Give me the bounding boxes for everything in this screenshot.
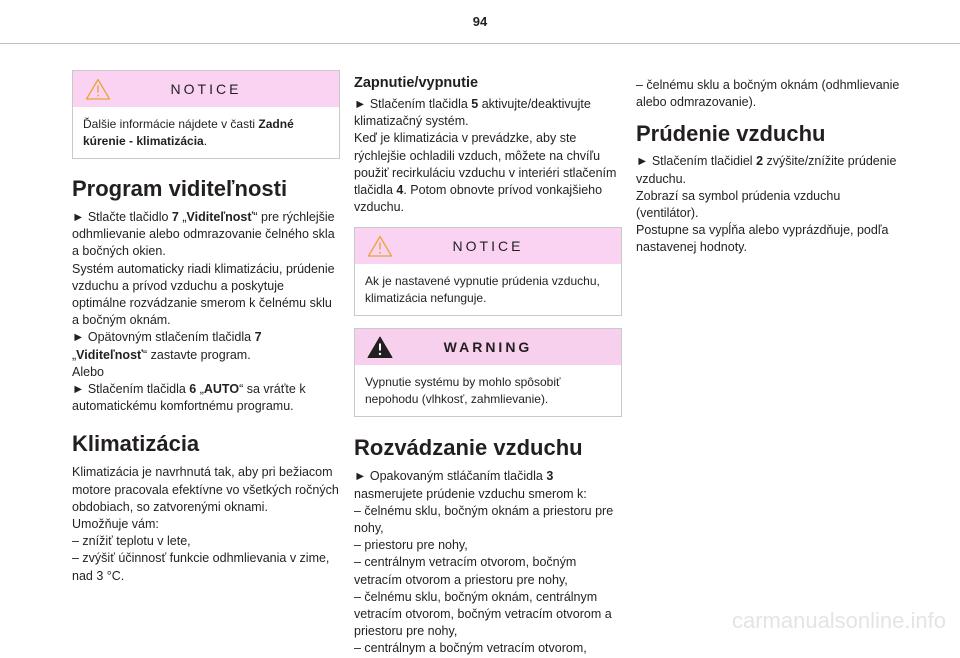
warning-title: WARNING xyxy=(443,339,533,356)
warning-body xyxy=(355,365,621,416)
klimatizacia-item-1: – znížiť teplotu v lete, xyxy=(72,534,191,549)
notice-body-2 xyxy=(355,264,621,315)
rozvadzanie-item-4: – čelnému sklu, bočným oknám, centrálnym vetracím otvorom, bočným vetracím otvorom a priestoru pre nohy, xyxy=(354,589,612,639)
page-number: 94 xyxy=(472,14,488,29)
zapnutie-paragraph-2: Keď je klimatizácia v prevádzke, aby ste rýchlejšie ochladili vzduch, môžete na chvíľu použiť recirkuláciu vzduchu v interiéri stlačením tlačidla 4. Potom obnovte prívod vonkajšieho vzduchu. xyxy=(354,131,617,215)
notice-text: Ďalšie informácie nájdete v časti Zadné kúrenie - klimatizácia. xyxy=(83,117,294,148)
rozvadzanie-item-6: – čelnému sklu a bočným oknám (odhmlievanie alebo odmrazovanie). xyxy=(636,78,900,110)
notice-title: NOTICE xyxy=(170,81,242,97)
klimatizacia-item-2: – zvýšiť účinnosť funkcie odhmlievania v zime, nad 3 °C. xyxy=(72,551,330,583)
program-paragraph-1: ► Stlačte tlačidlo 7 „Viditeľnosť“ pre rýchlejšie odhmlievanie alebo odmrazovanie čelného skla a bočných okien. xyxy=(72,210,335,259)
heading-klimatizacia: Klimatizácia xyxy=(72,431,200,457)
klimatizacia-paragraph-1: Klimatizácia je navrhnutá tak, aby pri bežiacom motore pracovala efektívne vo všetkých ročných obdobiach, so zatvorenými oknami. xyxy=(72,465,339,514)
column-3 xyxy=(636,77,904,257)
caution-triangle-icon xyxy=(367,235,393,257)
heading-zapnutie-vypnutie: Zapnutie/vypnutie xyxy=(354,75,479,91)
notice-header xyxy=(73,71,339,107)
heading-prudenie-vzduchu: Prúdenie vzduchu xyxy=(636,121,826,147)
column-2 xyxy=(354,74,622,658)
notice-box xyxy=(72,70,340,159)
program-paragraph-3: ► Opätovným stlačením tlačidla 7 „Viditeľnosť“ zastavte program. xyxy=(72,330,262,362)
notice-box-2 xyxy=(354,227,622,316)
header-divider xyxy=(0,43,960,44)
warning-triangle-icon xyxy=(367,336,393,358)
notice-header-2 xyxy=(355,228,621,264)
zapnutie-paragraph-1: ► Stlačením tlačidla 5 aktivujte/deaktivujte klimatizačný systém. xyxy=(354,97,591,129)
klimatizacia-paragraph-2: Umožňuje vám: xyxy=(72,517,159,532)
heading-program-viditelnosti: Program viditeľnosti xyxy=(72,176,288,201)
prudenie-paragraph-3: Postupne sa vypĺňa alebo vyprázdňuje, podľa nastavenej hodnoty. xyxy=(636,223,889,255)
notice-title-2: NOTICE xyxy=(452,238,524,255)
rozvadzanie-item-3: – centrálnym vetracím otvorom, bočným vetracím otvorom a priestoru pre nohy, xyxy=(354,555,577,587)
caution-triangle-icon xyxy=(85,78,111,100)
program-paragraph-5: ► Stlačením tlačidla 6 „AUTO“ sa vráťte k automatickému komfortnému programu. xyxy=(72,382,306,414)
rozvadzanie-item-5: – centrálnym a bočným vetracím otvorom, xyxy=(354,641,587,656)
column-1 xyxy=(72,70,340,585)
warning-header xyxy=(355,329,621,365)
watermark xyxy=(648,609,948,635)
rozvadzanie-paragraph-1: ► Opakovaným stláčaním tlačidla 3 nasmerujete prúdenie vzduchu smerom k: xyxy=(354,469,587,501)
rozvadzanie-item-1: – čelnému sklu, bočným oknám a priestoru pre nohy, xyxy=(354,503,614,536)
warning-text: Vypnutie systému by mohlo spôsobiť nepohodu (vlhkosť, zahmlievanie). xyxy=(365,375,561,407)
heading-rozvadzanie-vzduchu: Rozvádzanie vzduchu xyxy=(354,435,583,461)
prudenie-paragraph-1: ► Stlačením tlačidiel 2 zvýšite/znížite prúdenie vzduchu. xyxy=(636,154,897,186)
prudenie-paragraph-2: Zobrazí sa symbol prúdenia vzduchu (ventilátor). xyxy=(636,188,841,221)
rozvadzanie-item-2: – priestoru pre nohy, xyxy=(354,538,468,553)
program-paragraph-4: Alebo xyxy=(72,364,104,379)
warning-box xyxy=(354,328,622,417)
program-paragraph-2: Systém automaticky riadi klimatizáciu, prúdenie vzduchu a prívod vzduchu a poskytuje optimálne rozvádzanie smerom k čelnému sklu a bočným oknám. xyxy=(72,261,335,328)
notice-body xyxy=(73,107,339,158)
notice-text-2: Ak je nastavené vypnutie prúdenia vzduchu, klimatizácia nefunguje. xyxy=(365,274,600,306)
svg-text:carmanualsonline.info: carmanualsonline.info xyxy=(731,609,946,633)
